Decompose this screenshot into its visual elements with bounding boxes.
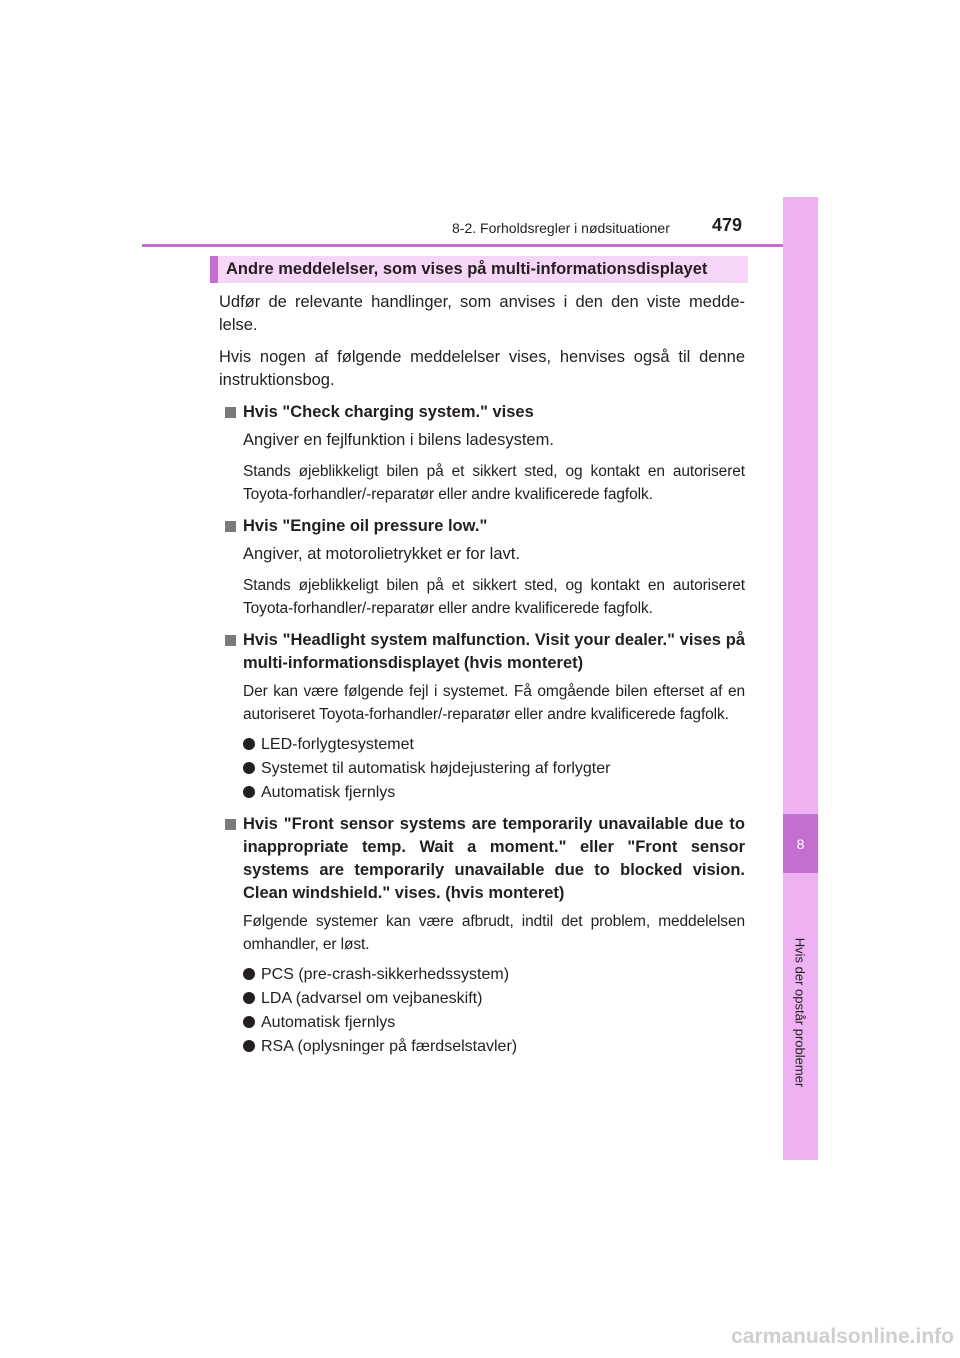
bullet-dot-icon [243,738,255,750]
item-heading-text: Hvis "Headlight system malfunction. Visit your dealer." vises på multi-informationsdisplayet (hvis monteret) [243,631,745,672]
item-heading-text: Hvis "Front sensor systems are temporarily unavailable due to inappropriate temp. Wait a moment." eller "Front sensor systems are temporarily unavailable due to blocked vision. Clean windshield." vises. (hvis monteret) [243,815,745,902]
message-item-front-sensor [219,813,745,1058]
intro-paragraph-2: Hvis nogen af følgende meddelelser vises, henvises også til denne instruktionsbog. [219,348,745,389]
watermark: carmanualsonline.info [731,1325,954,1348]
bullet-dot-icon [243,786,255,798]
list-item [243,1035,745,1058]
square-bullet-icon [225,635,236,646]
header-divider [142,244,818,247]
list-item-text: Systemet til automatisk højdejustering af forlygter [261,760,611,777]
bullet-dot-icon [243,992,255,1004]
item-note: Stands øjeblikkeligt bilen på et sikkert sted, og kontakt en autoriseret Toyota-forhandler/-reparatør eller andre kvalificerede fagfolk. [243,577,745,617]
bullet-dot-icon [243,1016,255,1028]
side-tab-upper [783,197,818,814]
bullet-dot-icon [243,762,255,774]
item-description: Angiver en fejlfunktion i bilens ladesystem. [243,431,554,449]
list-item-text: Automatisk fjernlys [261,784,396,801]
bullet-dot-icon [243,968,255,980]
list-item-text: LDA (advarsel om vejbaneskift) [261,990,483,1007]
square-bullet-icon [225,819,236,830]
list-item [243,987,745,1010]
chapter-tab-label: Hvis der opstår problemer [792,937,808,1088]
intro-paragraph-1: Udfør de relevante handlinger, som anvises i den den viste medde-lelse. [219,293,745,334]
item-heading [219,515,745,538]
list-item-text: LED-forlygtesystemet [261,736,414,753]
page-content [219,291,745,1067]
item-heading [219,629,745,675]
item-note: Der kan være følgende fejl i systemet. Få omgående bilen efterset af en autoriseret Toyota-forhandler/-reparatør eller andre kvalificerede fagfolk. [243,683,745,723]
header-section-title: 8-2. Forholdsregler i nødsituationer [452,220,670,236]
message-item-oil-pressure [219,515,745,620]
list-item-text: Automatisk fjernlys [261,1014,396,1031]
item-heading-text: Hvis "Check charging system." vises [243,403,534,421]
square-bullet-icon [225,521,236,532]
list-item [243,781,745,804]
message-item-charging [219,401,745,506]
square-bullet-icon [225,407,236,418]
bullet-dot-icon [243,1040,255,1052]
item-heading [219,401,745,424]
list-item [243,733,745,756]
list-item [243,1011,745,1034]
message-item-headlight [219,629,745,804]
chapter-number-tab[interactable]: 8 [783,814,818,873]
list-item [243,963,745,986]
list-item-text: RSA (oplysninger på færdselstavler) [261,1038,518,1055]
page-number: 479 [712,215,743,235]
item-heading-text: Hvis "Engine oil pressure low." [243,517,488,535]
item-note: Stands øjeblikkeligt bilen på et sikkert sted, og kontakt en autoriseret Toyota-forhandler/-reparatør eller andre kvalificerede fagfolk. [243,463,745,503]
section-title: Andre meddelelser, som vises på multi-informationsdisplayet [210,256,748,283]
item-description: Angiver, at motorolietrykket er for lavt. [243,545,520,563]
list-item-text: PCS (pre-crash-sikkerhedssystem) [261,966,510,983]
list-item [243,757,745,780]
item-heading [219,813,745,905]
item-note: Følgende systemer kan være afbrudt, indtil det problem, meddelelsen omhandler, er løst. [243,913,745,953]
